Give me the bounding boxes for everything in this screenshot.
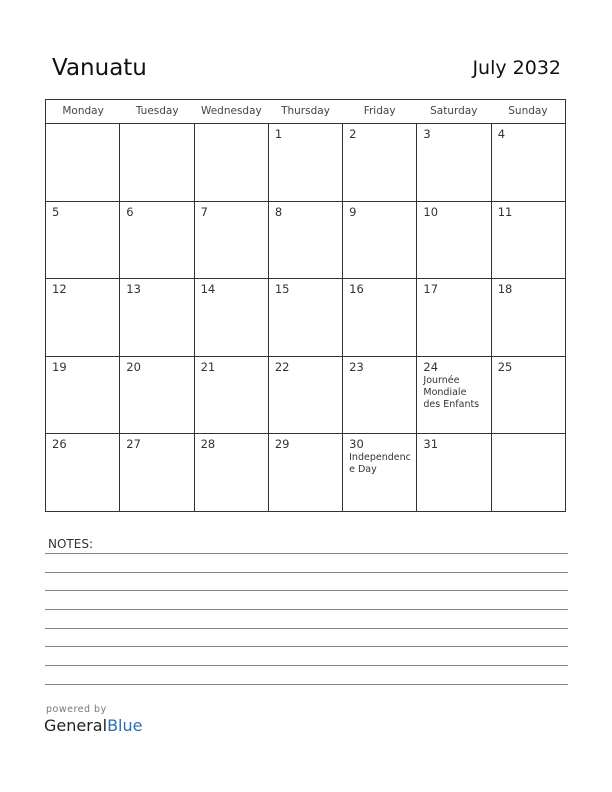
- day-cell: [417, 279, 491, 356]
- day-number: 14: [200, 282, 216, 297]
- day-number: 28: [200, 437, 216, 452]
- notes-line: [45, 590, 568, 591]
- day-cell: [417, 434, 491, 512]
- day-cell: [269, 202, 343, 279]
- holiday-event: Journée Mondiale des Enfants: [423, 374, 480, 410]
- weekday-monday: Monday: [62, 105, 104, 117]
- day-number: 7: [200, 204, 208, 219]
- notes-line: [45, 665, 568, 666]
- calendar-week-3: [46, 279, 565, 357]
- calendar-week-4: [46, 357, 565, 435]
- day-number: 29: [274, 437, 290, 452]
- day-number: 17: [423, 282, 439, 297]
- notes-line: [45, 609, 568, 610]
- day-cell: [492, 124, 565, 201]
- day-number: 18: [497, 282, 513, 297]
- day-number: 26: [52, 437, 67, 452]
- day-number: 24: [423, 359, 439, 374]
- weekday-tuesday: Tuesday: [135, 105, 179, 117]
- calendar-month-title: July 2032: [472, 57, 561, 79]
- brand-name: [44, 716, 142, 735]
- day-number: 12: [52, 282, 67, 297]
- day-number: 9: [349, 204, 357, 219]
- day-number: 13: [126, 282, 141, 297]
- day-number: 10: [423, 204, 439, 219]
- day-cell: [269, 434, 343, 512]
- day-number: 15: [274, 282, 290, 297]
- day-cell: [195, 124, 269, 201]
- day-number: 22: [274, 359, 290, 374]
- day-cell: [343, 434, 417, 512]
- weekday-sunday: Sunday: [508, 105, 548, 117]
- day-cell: [120, 357, 194, 434]
- calendar-week-2: [46, 202, 565, 280]
- day-cell: [195, 202, 269, 279]
- notes-line: [45, 628, 568, 629]
- day-number: 20: [126, 359, 141, 374]
- day-cell: [46, 357, 120, 434]
- day-cell: [343, 279, 417, 356]
- day-cell: [417, 202, 491, 279]
- day-cell: [195, 279, 269, 356]
- brand-blue: Blue: [107, 716, 143, 735]
- day-cell: [492, 357, 565, 434]
- day-number: 21: [200, 359, 216, 374]
- day-cell: [269, 124, 343, 201]
- day-cell: [120, 434, 194, 512]
- day-number: 3: [423, 127, 431, 141]
- day-number: 2: [349, 127, 357, 141]
- day-number: 16: [349, 282, 364, 297]
- day-number: 25: [497, 359, 513, 374]
- day-number: 1: [274, 127, 283, 141]
- day-cell: [195, 434, 269, 512]
- day-cell: [46, 124, 120, 201]
- generalblue-logo: [44, 704, 142, 735]
- day-number: 5: [52, 204, 60, 219]
- holiday-event: Independence Day: [349, 452, 411, 476]
- notes-line: [45, 572, 568, 573]
- day-cell: [120, 124, 194, 201]
- weekday-friday: Friday: [363, 105, 396, 117]
- calendar-week-5: [46, 434, 565, 512]
- powered-by-text: powered by: [46, 704, 107, 715]
- weekday-header-row: [46, 100, 565, 124]
- day-cell: [269, 357, 343, 434]
- day-cell: [46, 202, 120, 279]
- brand-general: General: [44, 716, 108, 735]
- day-cell: [46, 434, 120, 512]
- day-number: 31: [423, 437, 439, 452]
- day-cell: [417, 124, 491, 201]
- day-number: 23: [349, 359, 364, 374]
- day-cell: [417, 357, 491, 434]
- day-number: 27: [126, 437, 141, 452]
- day-cell: [492, 202, 565, 279]
- weekday-wednesday: Wednesday: [200, 105, 262, 117]
- notes-line: [45, 553, 568, 554]
- day-number: 6: [126, 204, 134, 219]
- day-cell: [343, 357, 417, 434]
- notes-line: [45, 684, 568, 685]
- day-number: 8: [274, 204, 283, 219]
- day-cell: [343, 124, 417, 201]
- day-cell: [492, 279, 565, 356]
- day-number: 19: [52, 359, 67, 374]
- day-cell: [343, 202, 417, 279]
- calendar-grid: [45, 99, 566, 512]
- day-number: 30: [349, 437, 364, 452]
- day-cell: [492, 434, 565, 512]
- calendar-week-1: [46, 124, 565, 202]
- notes-line: [45, 646, 568, 647]
- day-cell: [120, 202, 194, 279]
- day-number: 4: [497, 127, 506, 141]
- notes-label: NOTES:: [48, 537, 93, 551]
- day-number: 11: [497, 204, 513, 219]
- day-cell: [269, 279, 343, 356]
- day-cell: [120, 279, 194, 356]
- day-cell: [46, 279, 120, 356]
- weekday-saturday: Saturday: [430, 105, 478, 117]
- weekday-thursday: Thursday: [281, 105, 330, 117]
- day-cell: [195, 357, 269, 434]
- calendar-country-title: Vanuatu: [52, 55, 147, 81]
